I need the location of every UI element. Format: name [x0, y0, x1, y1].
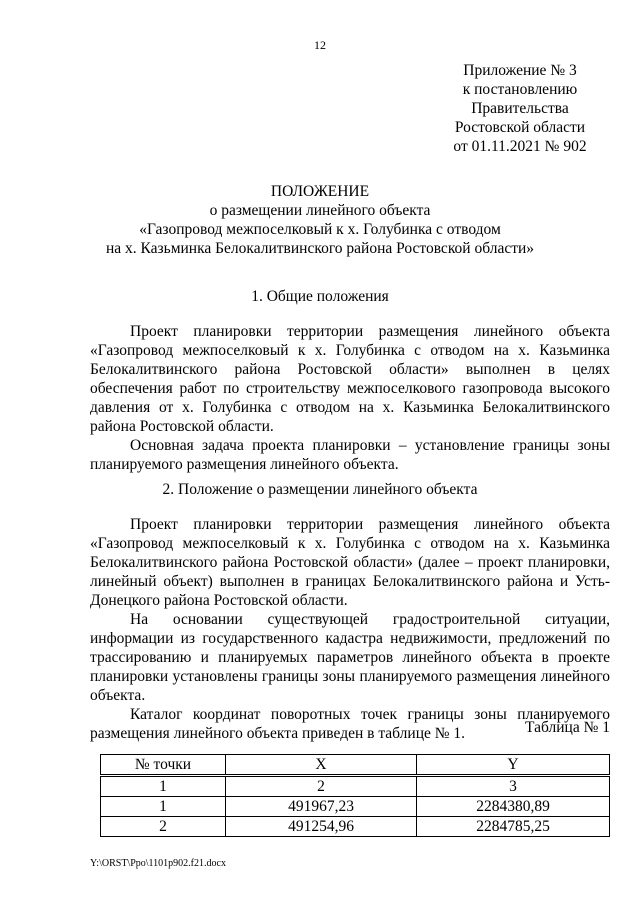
paragraph: Основная задача проекта планировки – установление границы зоны планируемого размещения линейного объекта.	[90, 437, 610, 473]
paragraph: Проект планировки территории размещения линейного объекта «Газопровод межпоселковый к х. Голубинка с отводом на х. Казьминка Белокалитвинского района Ростовской области» (далее – проект планировки, линейный объект) выполнен в границах Белокалитвинского района и Усть-Донецкого района Ростовской области.	[90, 516, 610, 609]
section-2-title: 2. Положение о размещении линейного объекта	[162, 481, 478, 498]
table-cell: 2	[101, 817, 226, 837]
section-1-title: 1. Общие положения	[251, 288, 389, 305]
table-cell: 2	[226, 776, 417, 797]
table-cell: 2284785,25	[417, 817, 610, 837]
table-header-cell: № точки	[101, 755, 226, 776]
table-cell: 1	[101, 797, 226, 817]
section-1-body	[90, 322, 610, 474]
table-row	[101, 776, 610, 797]
table-header-cell: Y	[417, 755, 610, 776]
appendix-line: Правительства	[471, 100, 569, 117]
table-header-cell: X	[226, 755, 417, 776]
appendix-line: Ростовской области	[454, 119, 586, 136]
paragraph: Каталог координат поворотных точек границы зоны планируемого размещения линейного объекта приведен в таблице № 1.	[90, 706, 610, 742]
table-cell: 2284380,89	[417, 797, 610, 817]
coordinates-table	[100, 754, 610, 837]
table-cell: 3	[417, 776, 610, 797]
paragraph: На основании существующей градостроительной ситуации, информации из государственного кадастра недвижимости, предложений по трассированию и планируемых параметров линейного объекта в проекте планировки установлены границы зоны планируемого размещения линейного объекта.	[90, 611, 610, 704]
table-row	[101, 817, 610, 837]
footer-file-path: Y:\ORST\Ppo\1101p902.f21.docx	[90, 858, 226, 869]
table-caption: Таблица № 1	[525, 719, 610, 736]
table-header-row	[101, 755, 610, 776]
appendix-line: к постановлению	[462, 81, 578, 98]
appendix-line: Приложение № 3	[463, 62, 577, 79]
page-number: 12	[314, 38, 326, 52]
section-2-body	[90, 515, 610, 743]
appendix-line: от 01.11.2021 № 902	[453, 138, 587, 155]
document-title: ПОЛОЖЕНИЕ	[270, 183, 370, 200]
table-row	[101, 797, 610, 817]
document-subtitle-line: «Газопровод межпоселковый к х. Голубинка с отводом	[139, 221, 501, 238]
document-subtitle-line: о размещении линейного объекта	[209, 202, 431, 219]
document-heading	[0, 182, 640, 258]
table-cell: 491254,96	[226, 817, 417, 837]
table-cell: 1	[101, 776, 226, 797]
appendix-block	[425, 61, 615, 156]
table-cell: 491967,23	[226, 797, 417, 817]
paragraph: Проект планировки территории размещения линейного объекта «Газопровод межпоселковый к х. Голубинка с отводом на х. Казьминка Белокалитвинского района Ростовской области» выполнен в целях обеспечения работ по строительству межпоселкового газопровода высокого давления от х. Голубинка с отводом на х. Казьминка Белокалитвинского района Ростовской области.	[90, 323, 610, 435]
document-subtitle-line: на х. Казьминка Белокалитвинского района Ростовской области»	[105, 240, 535, 257]
